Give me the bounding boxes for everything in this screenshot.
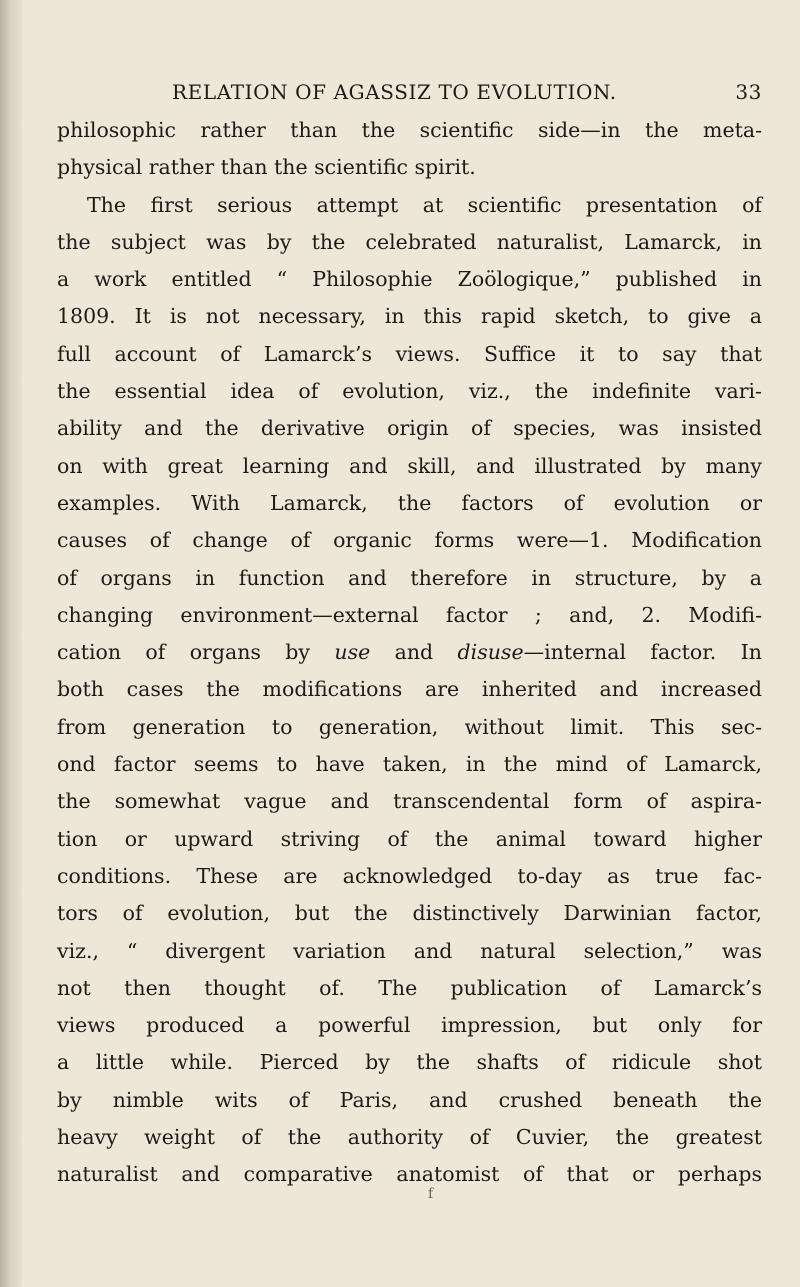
footer-mark: f xyxy=(428,1186,434,1202)
text-line: causes of change of organic forms were—1. Modification xyxy=(57,528,762,553)
text-line: tors of evolution, but the distinctively Darwinian factor, xyxy=(57,901,762,926)
text-line: ond factor seems to have taken, in the mind of Lamarck, xyxy=(57,752,762,777)
text-line: by nimble wits of Paris, and crushed beneath the xyxy=(57,1087,762,1112)
text-line: viz., “ divergent variation and natural selection,” was xyxy=(57,938,762,963)
text-line: the subject was by the celebrated naturalist, Lamarck, in xyxy=(57,229,762,254)
text-line: the essential idea of evolution, viz., the indefinite vari- xyxy=(57,379,762,404)
text-line: conditions. These are acknowledged to-day as true fac- xyxy=(57,863,762,888)
text-line: The first serious attempt at scientific presentation of xyxy=(87,192,762,217)
running-head xyxy=(172,80,762,114)
text-line: examples. With Lamarck, the factors of evolution or xyxy=(57,490,762,515)
text-line: ability and the derivative origin of species, was insisted xyxy=(57,416,762,441)
italic-word-disuse: disuse xyxy=(457,640,524,665)
text-line: on with great learning and skill, and illustrated by many xyxy=(57,453,762,478)
text-line: a little while. Pierced by the shafts of ridicule shot xyxy=(57,1050,762,1075)
text-line: heavy weight of the authority of Cuvier, the greatest xyxy=(57,1125,762,1150)
text-line-with-italics xyxy=(57,634,762,671)
text-line: of organs in function and therefore in structure, by a xyxy=(57,565,762,590)
text-run: —internal factor. In xyxy=(523,640,762,665)
text-line: 1809. It is not necessary, in this rapid sketch, to give a xyxy=(57,304,762,329)
text-line: full account of Lamarck’s views. Suffice it to say that xyxy=(57,341,762,366)
text-line: a work entitled “ Philosophie Zoölogique,” published in xyxy=(57,267,762,292)
text-line: philosophic rather than the scientific side—in the meta- xyxy=(57,118,762,142)
page-number: 33 xyxy=(735,80,762,104)
text-line: both cases the modifications are inherited and increased xyxy=(57,677,762,702)
text-line: views produced a powerful impression, but only for xyxy=(57,1013,762,1038)
running-head-title: RELATION OF AGASSIZ TO EVOLUTION. xyxy=(172,80,617,104)
text-line: naturalist and comparative anatomist of that or perhaps xyxy=(57,1162,762,1187)
text-line: tion or upward striving of the animal toward higher xyxy=(57,826,762,851)
text-line: the somewhat vague and transcendental form of aspira- xyxy=(57,789,762,814)
text-run: and xyxy=(370,640,458,665)
italic-word-use: use xyxy=(334,640,371,665)
text-line: physical rather than the scientific spirit. xyxy=(57,155,476,180)
body-text xyxy=(57,112,762,1194)
text-line: changing environment—external factor ; and, 2. Modifi- xyxy=(57,602,762,627)
text-line: not then thought of. The publication of Lamarck’s xyxy=(57,975,762,1000)
text-run: cation of organs by xyxy=(57,640,335,665)
text-line: from generation to generation, without limit. This sec- xyxy=(57,714,762,739)
